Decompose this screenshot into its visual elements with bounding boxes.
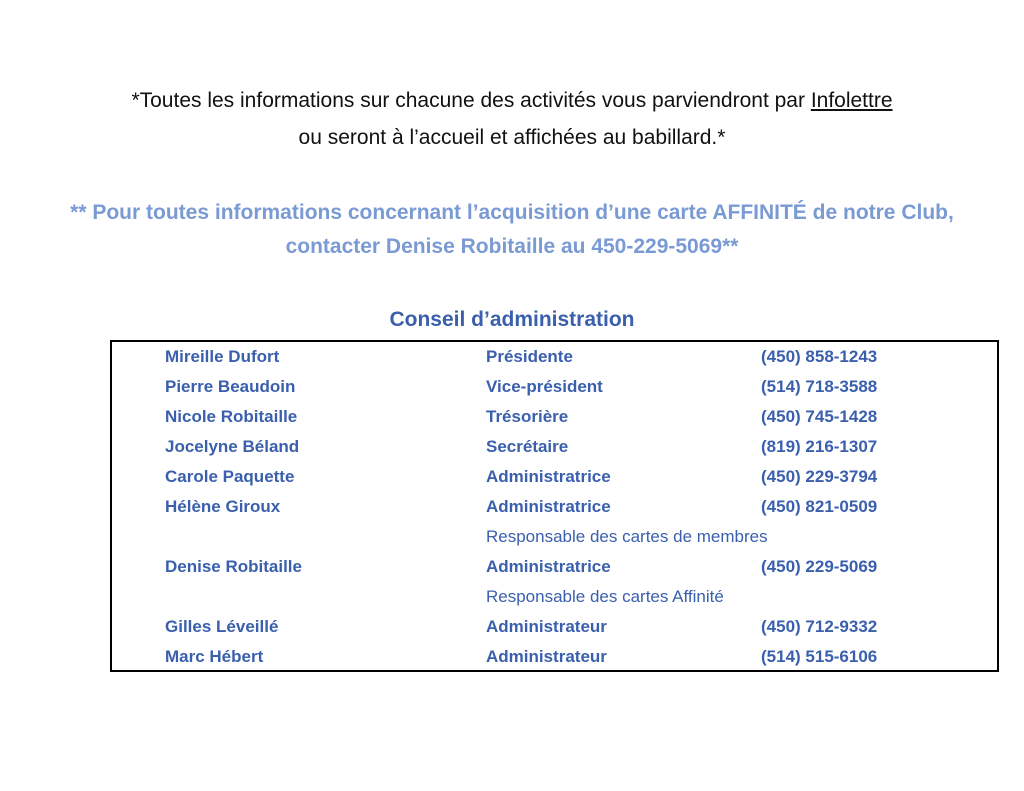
member-role: Trésorière xyxy=(486,407,569,426)
notice-line-1-text: *Toutes les informations sur chacune des activités vous parviendront par xyxy=(131,89,811,112)
member-phone: (450) 745-1428 xyxy=(761,407,878,426)
member-name: Denise Robitaille xyxy=(165,557,302,576)
member-name: Mireille Dufort xyxy=(165,347,280,366)
member-note: Responsable des cartes Affinité xyxy=(486,587,724,606)
member-phone: (514) 515-6106 xyxy=(761,647,878,666)
member-phone: (450) 229-5069 xyxy=(761,557,878,576)
member-row xyxy=(112,372,997,402)
member-name: Jocelyne Béland xyxy=(165,437,300,456)
affinite-contact-line-1: ** Pour toutes informations concernant l’acquisition d’une carte AFFINITÉ de notre Club, xyxy=(70,201,954,224)
member-row xyxy=(112,492,997,522)
member-role: Administratrice xyxy=(486,557,611,576)
notice-line-1 xyxy=(0,90,1024,111)
member-note-row xyxy=(112,522,997,552)
member-role: Administrateur xyxy=(486,617,607,636)
affinite-contact-line-2: contacter Denise Robitaille au 450-229-5069** xyxy=(285,235,739,258)
member-role: Administratrice xyxy=(486,497,611,516)
member-note: Responsable des cartes de membres xyxy=(486,527,768,546)
member-name: Nicole Robitaille xyxy=(165,407,298,426)
member-role: Vice-président xyxy=(486,377,603,396)
member-phone: (450) 229-3794 xyxy=(761,467,878,486)
member-phone: (450) 858-1243 xyxy=(761,347,878,366)
member-phone: (514) 718-3588 xyxy=(761,377,878,396)
member-name: Carole Paquette xyxy=(165,467,295,486)
member-name: Marc Hébert xyxy=(165,647,264,666)
member-role: Administratrice xyxy=(486,467,611,486)
member-name: Gilles Léveillé xyxy=(165,617,279,636)
member-row xyxy=(112,402,997,432)
board-members-table xyxy=(110,340,999,672)
member-name: Pierre Beaudoin xyxy=(165,377,296,396)
member-row xyxy=(112,462,997,492)
member-phone: (450) 821-0509 xyxy=(761,497,878,516)
member-row xyxy=(112,342,997,372)
member-phone: (450) 712-9332 xyxy=(761,617,878,636)
member-role: Présidente xyxy=(486,347,573,366)
member-row xyxy=(112,552,997,582)
member-role: Administrateur xyxy=(486,647,607,666)
member-row xyxy=(112,432,997,462)
infolettre-link[interactable]: Infolettre xyxy=(810,89,893,112)
member-role: Secrétaire xyxy=(486,437,569,456)
board-title: Conseil d’administration xyxy=(389,308,635,331)
member-row xyxy=(112,642,997,672)
member-phone: (819) 216-1307 xyxy=(761,437,878,456)
member-note-row xyxy=(112,582,997,612)
member-name: Hélène Giroux xyxy=(165,497,281,516)
notice-line-2: ou seront à l’accueil et affichées au babillard.* xyxy=(298,126,726,149)
member-row xyxy=(112,612,997,642)
